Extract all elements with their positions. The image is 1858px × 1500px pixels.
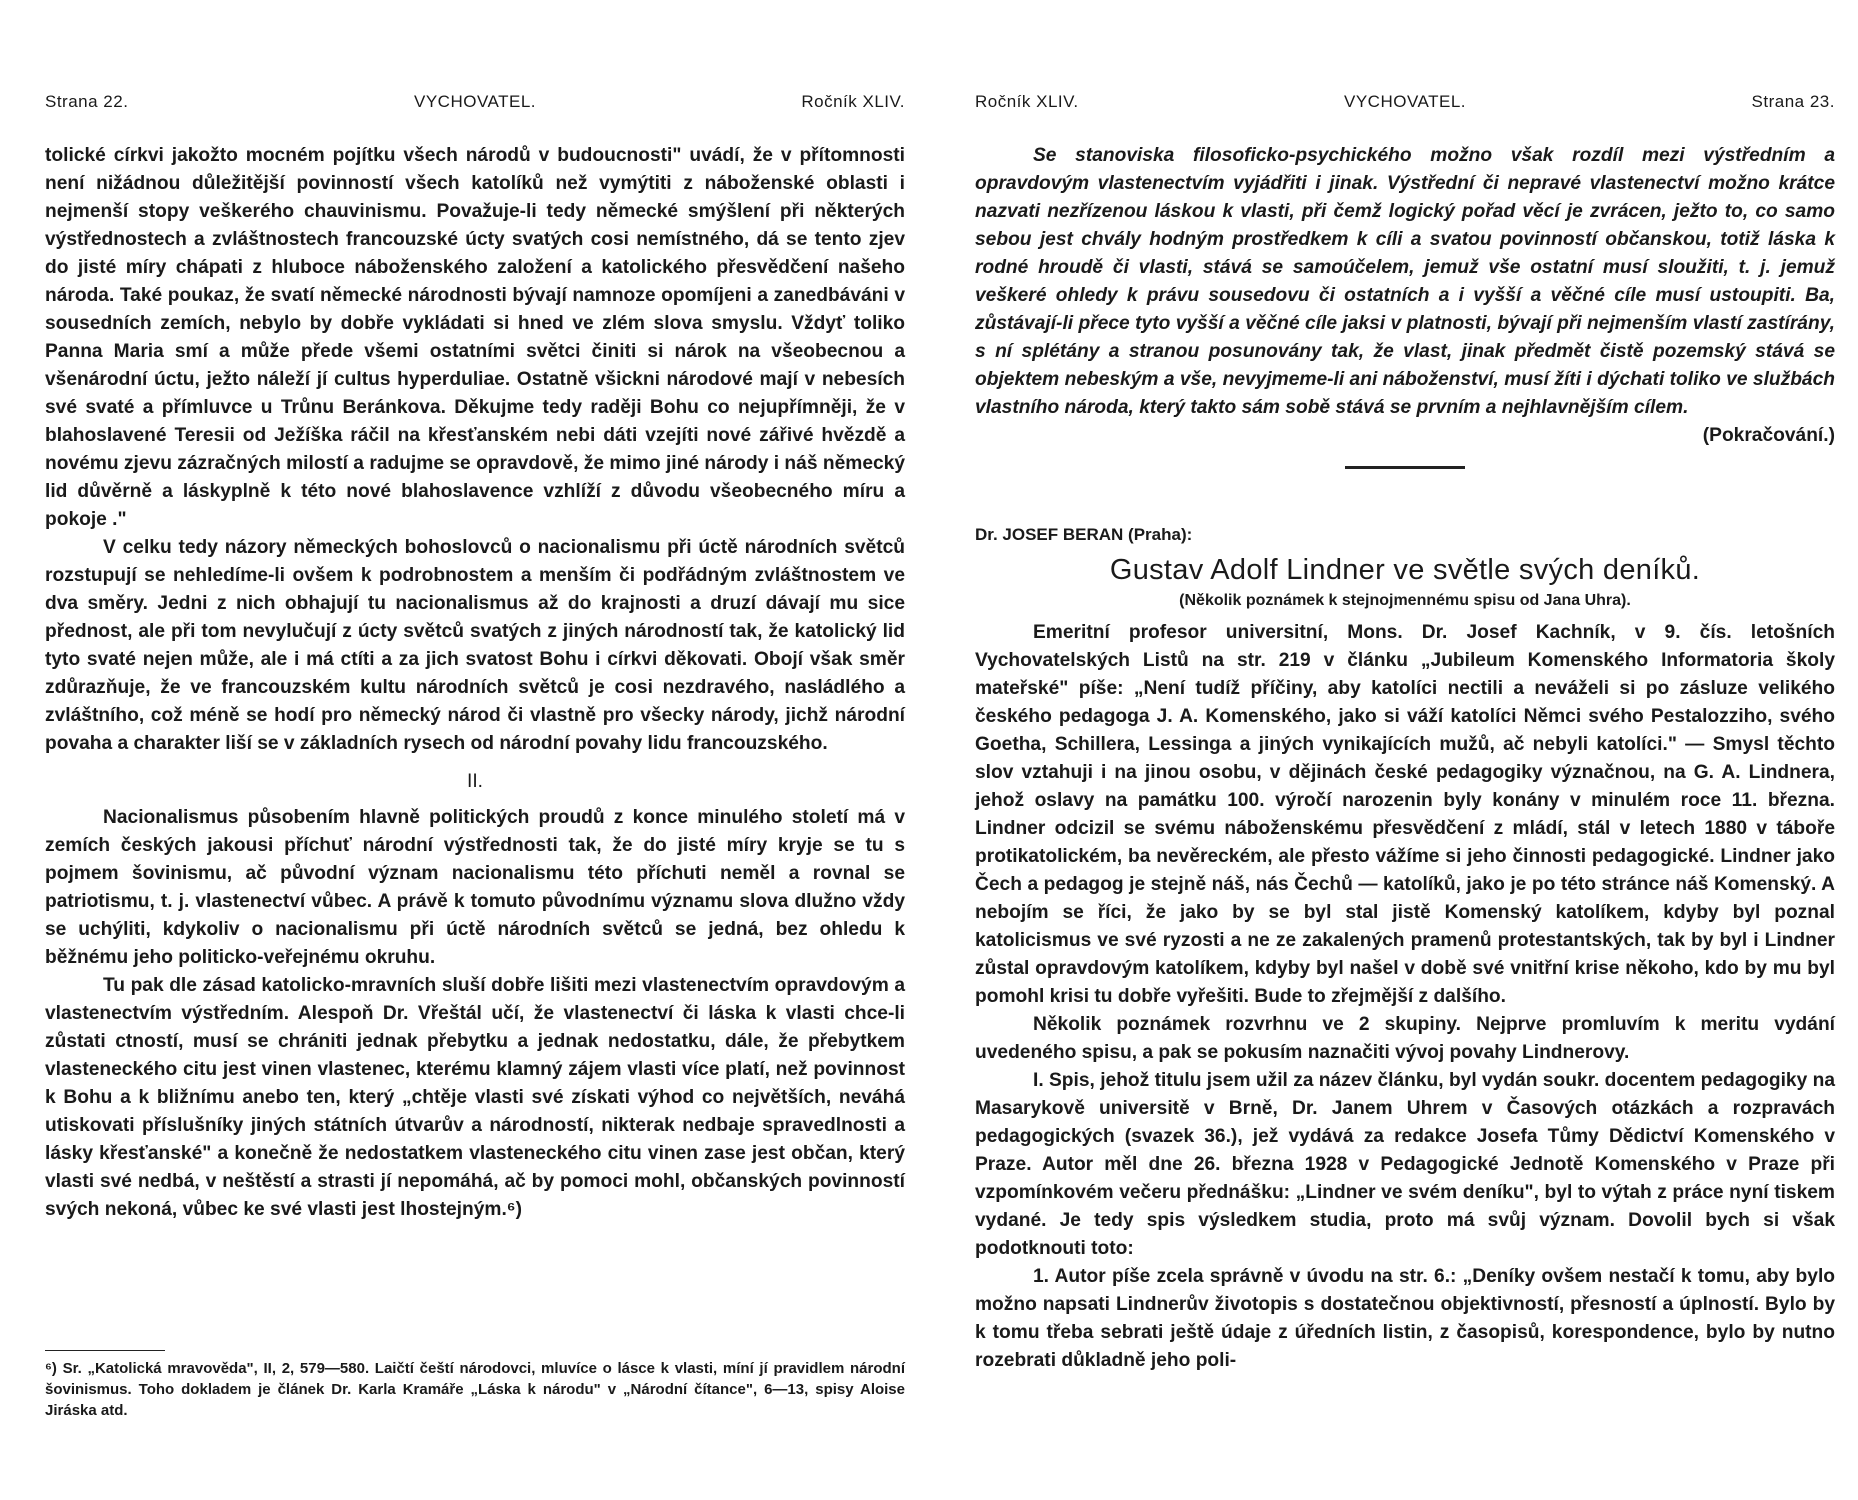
paragraph: Emeritní profesor universitní, Mons. Dr. Josef Kachník, v 9. čís. letošních Vychovatelských Listů na str. 219 v článku „Jubileum Komenského Informatoria školy mateřské" píše: „Není tudíž příčiny, aby katolíci nectili a neváželi si po zásluze velikého českého pedagoga J. A. Komenského, jako si váží katolíci Němci svého Pestalozziho, svého Goetha, Schillera, Lessinga a jiných vynikajících mužů, ač nebyli katolíci." — Smysl těchto slov vztahuji i na jinou osobu, v dějinách české pedagogiky význačnou, na G. A. Lindnera, jehož oslavy na památku 100. výročí narozenin byly konány v minulém roce 11. března. Lindner odcizil se svému náboženskému přesvědčení z mládí, stál v letech 1880 v táboře protikatolickém, ba nevěreckém, ale přesto vážíme si jeho činnosti pedagogické. Lindner jako Čech a pedagog je stejně náš, nás Čechů — katolíků, jako je po této stránce náš Komenský. A nebojím se říci, že jako by se byl stal jistě Komenský katolíkem, kdyby byl poznal katolicismus ve své ryzosti a ne ze zakalených pramenů protestantských, tak by byl i Lindner zůstal opravdovým katolíkem, kdyby byl našel v době své vnitřní krise někoho, kdo by mu byl pomohl krisi tu dobře vyřešiti. Bude to zřejmější z dalšího.: [975, 622, 1835, 1007]
page-number: Strana 23.: [1751, 92, 1835, 111]
right-page: [975, 0, 1835, 1500]
article-end-rule: [1345, 466, 1465, 469]
journal-title: VYCHOVATEL.: [1343, 92, 1466, 111]
left-page-body: [45, 142, 905, 1224]
left-page-header: [45, 92, 905, 118]
volume-label: Ročník XLIV.: [975, 92, 1079, 111]
right-page-header: [975, 92, 1835, 118]
paragraph: I. Spis, jehož titulu jsem užil za název článku, byl vydán soukr. docentem pedagogiky na Masarykově universitě v Brně, Dr. Janem Uhrem v Časových otázkách a rozpravách pedagogických (svazek 36.), jež vydává za redakce Josefa Tůmy Dědictví Komenského v Praze. Autor měl dne 26. března 1928 v Pedagogické Jednotě Komenského v Praze při vzpomínkovém večeru přednášku: „Lindner ve svém deníku", byl to výtah z práce nyní tiskem vydané. Je tedy spis výsledkem studia, proto má svůj význam. Dovolil bych si však podotknouti toto:: [975, 1070, 1835, 1259]
section-heading: II.: [467, 771, 483, 792]
paragraph: Několik poznámek rozvrhnu ve 2 skupiny. Nejprve promluvím k meritu vydání uvedeného spisu, a pak se pokusím naznačiti vývoj povahy Lindnerovy.: [975, 1014, 1835, 1063]
article-author: Dr. JOSEF BERAN (Praha):: [975, 525, 1193, 544]
paragraph: 1. Autor píše zcela správně v úvodu na str. 6.: „Deníky ovšem nestačí k tomu, aby bylo možno napsati Lindnerův životopis s dostatečnou objektivností, přesností a úplností. Bylo by k tomu třeba sebrati ještě údaje z úředních listin, z časopisů, korespondence, bylo by nutno rozebrati důkladně jeho poli-: [975, 1266, 1835, 1371]
paragraph: Nacionalismus působením hlavně politických proudů z konce minulého století má v zemích českých jakousi příchuť národní výstřednosti tak, že do jisté míry kryje se tu s pojmem šovinismu, ač původní význam nacionalismu této příchuti neměl a rovnal se patriotismu, t. j. vlastenectví vůbec. A právě k tomuto původnímu významu slova dlužno vždy se uchýliti, kdykoliv o nacionalismu při úctě národních světců se jedná, bez ohledu k běžnému jeho politicko-veřejnému okruhu.: [45, 807, 905, 968]
page-number: Strana 22.: [45, 92, 129, 111]
paragraph: Se stanoviska filosoficko-psychického možno však rozdíl mezi výstředním a opravdovým vlastenectvím vyjádřiti i jinak. Výstřední či nepravé vlastenectví možno krátce nazvati nezřízenou láskou k vlasti, při čemž logický pořad věcí je zvrácen, ježto to, co samo sebou jest chvály hodným prostředkem k cíli a svatou povinností občanskou, totiž láska k rodné hroudě či vlasti, stává se samoúčelem, jemuž vše ostatní musí sloužiti, t. j. jemuž veškeré ohledy k právu sousedovu či ostatních a i vyšší a věčné cíle musí ustoupiti. Ba, zůstávají-li přece tyto vyšší a věčné cíle jaksi v platnosti, bývají při nejmenším vlastí zastírány, s ní splétány a stranou posunovány tak, že vlast, jinak předmět čistě pozemský stává se objektem nebeským a vše, nevyjmeme-li ani náboženství, musí žíti i dýchati toliko ve službách vlastního národa, který takto sám sobě stává se prvním a nejhlavnějším cílem.: [975, 145, 1835, 418]
volume-label: Ročník XLIV.: [801, 92, 905, 111]
footnote: ⁶) Sr. „Katolická mravověda", II, 2, 579—580. Laičtí čeští národovci, mluvíce o lásce k vlasti, míní jí pravidlem národní šovinismus. Toho dokladem je článek Dr. Karla Kramáře „Láska k národu" v „Národní čítance", 6—13, spisy Aloise Jiráska atd.: [45, 1360, 905, 1419]
article-title: Gustav Adolf Lindner ve světle svých deníků.: [1109, 554, 1701, 586]
right-page-body: [975, 142, 1835, 1375]
left-page: [45, 0, 905, 1500]
journal-title: VYCHOVATEL.: [413, 92, 536, 111]
paragraph: V celku tedy názory německých bohoslovců o nacionalismu při úctě národních světců rozstupují se nehledíme-li ovšem k podrobnostem a menším či podřádným zvláštnostem ve dva směry. Jedni z nich obhajují tu nacionalismus až do krajnosti a druzí dávají mu sice přednost, ale při tom nevylučují z úcty světců svatých z jiných národností tak, že katolický lid tyto svaté nejen může, ale i má ctíti a za jich svatost Bohu i církvi děkovati. Obojí však směr zdůrazňuje, že ve francouzském kultu národních světců je cosi nezdravého, nasládlého a zvláštního, což méně se hodí pro německý národ či vlastně pro všecky národy, jichž národní povaha a charakter liší se v základních rysech od národní povahy lidu francouzského.: [45, 537, 905, 754]
continued-note: (Pokračování.): [1702, 425, 1835, 446]
paragraph: Tu pak dle zásad katolicko-mravních sluší dobře lišiti mezi vlastenectvím opravdovým a vlastenectvím výstředním. Alespoň Dr. Vřeštál učí, že vlastenectví či láska k vlasti chce-li zůstati ctností, musí se chrániti jednak přebytku a jednak nedostatku, dále, že přebytkem vlasteneckého citu jest vinen vlastenec, kterému klamný zájem vlasti více platí, než povinnost k Bohu a k bližnímu anebo ten, který „chtěje vlasti své získati výhod co největších, neváhá utiskovati příslušníky jiných státních útvarův a národností, nikterak nedbaje spravedlnosti a lásky křesťanské" a konečně že nedostatkem vlasteneckého citu vinen zase jest občan, který vlasti své nedbá, v neštěstí a strasti jí nepomáhá, ač by pomoci mohl, občanských povinností svých nekoná, vůbec ke své vlasti jest lhostejným.⁶): [45, 975, 905, 1220]
paragraph: tolické církvi jakožto mocném pojítku všech národů v budoucnosti" uvádí, že v přítomnosti není nižádnou důležitější povinností všech katolíků než vymýtiti z náboženské oblasti i nejmenší stopy veškerého chauvinismu. Považuje-li tedy německé smýšlení při některých výstřednostech a zvláštnostech francouzské úcty svatých cosi nemístného, dá se tento zjev do jisté míry chápati z hluboce náboženského založení a katolického přesvědčení našeho národa. Také poukaz, že svatí německé národnosti bývají namnoze opomíjeni a zanedbáváni v sousedních zemích, nebylo by dobře vykládati si hned ve zlém slova smyslu. Vždyť toliko Panna Maria smí a může přede všemi ostatními světci činiti si nárok na všeobecnou a všenárodní úctu, ježto náleží jí cultus hyperduliae. Ostatně všickni národové mají v nebesích své svaté a přímluvce u Trůnu Beránkova. Děkujme tedy raději Bohu co nejupřímněji, že v blahoslavené Teresii od Ježíška ráčil na křesťanském nebi dáti vzejíti nové zářivé hvězdě a novému zjevu zázračných milostí a radujme se opravdově, že mimo jiné národy i náš německý lid důvěrně a láskyplně k této nové blahoslavence vzhlíží z důvodu všeobecného míru a pokoje .": [45, 145, 905, 530]
article-subtitle: (Několik poznámek k stejnojmennému spisu od Jana Uhra).: [1179, 592, 1631, 609]
footnote-rule: [45, 1350, 165, 1351]
